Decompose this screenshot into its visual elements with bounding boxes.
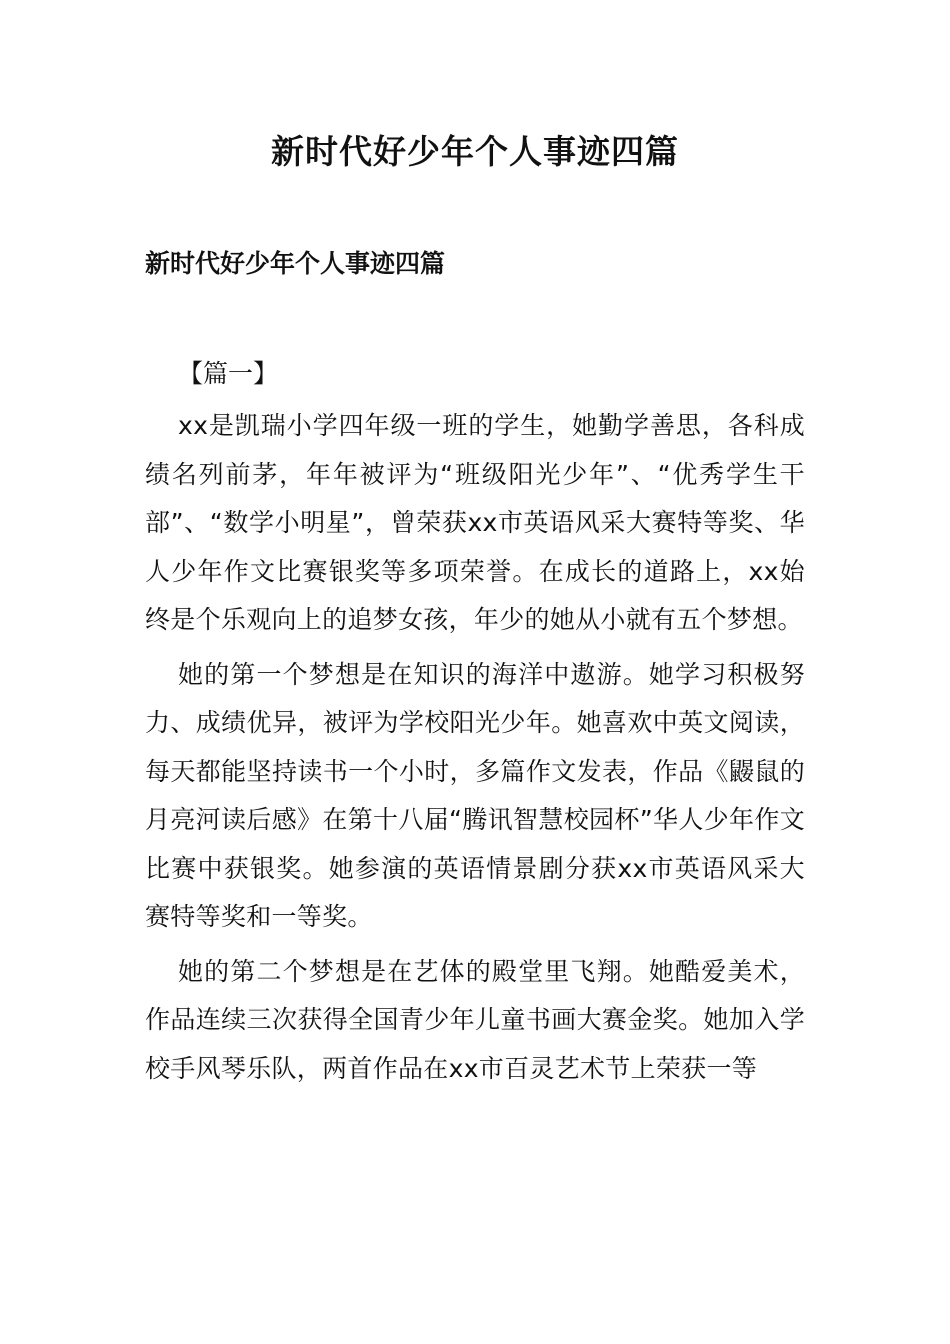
document-subtitle: 新时代好少年个人事迹四篇 [145, 249, 446, 278]
document-title: 新时代好少年个人事迹四篇 [271, 132, 679, 171]
paragraph: 她的第二个梦想是在艺体的殿堂里飞翔。她酷爱美术，作品连续三次获得全国青少年儿童书画大赛金奖。她加入学校手风琴乐队，两首作品在xx市百灵艺术节上荣获一等 [145, 956, 805, 1083]
paragraph: 她的第一个梦想是在知识的海洋中遨游。她学习积极努力、成绩优异，被评为学校阳光少年。她喜欢中英文阅读，每天都能坚持读书一个小时，多篇作文发表，作品《鼹鼠的月亮河读后感》在第十八届“腾讯智慧校园杯”华人少年作文比赛中获银奖。她参演的英语情景剧分获xx市英语风采大赛特等奖和一等奖。 [145, 659, 805, 931]
document-body [145, 350, 805, 1099]
section-label: 【篇一】 [178, 359, 279, 388]
paragraph: xx是凯瑞小学四年级一班的学生，她勤学善思，各科成绩名列前茅，年年被评为“班级阳光少年”、“优秀学生干部”、“数学小明星”，曾荣获xx市英语风采大赛特等奖、华人少年作文比赛银奖等多项荣誉。在成长的道路上，xx始终是个乐观向上的追梦女孩，年少的她从小就有五个梦想。 [145, 411, 805, 634]
